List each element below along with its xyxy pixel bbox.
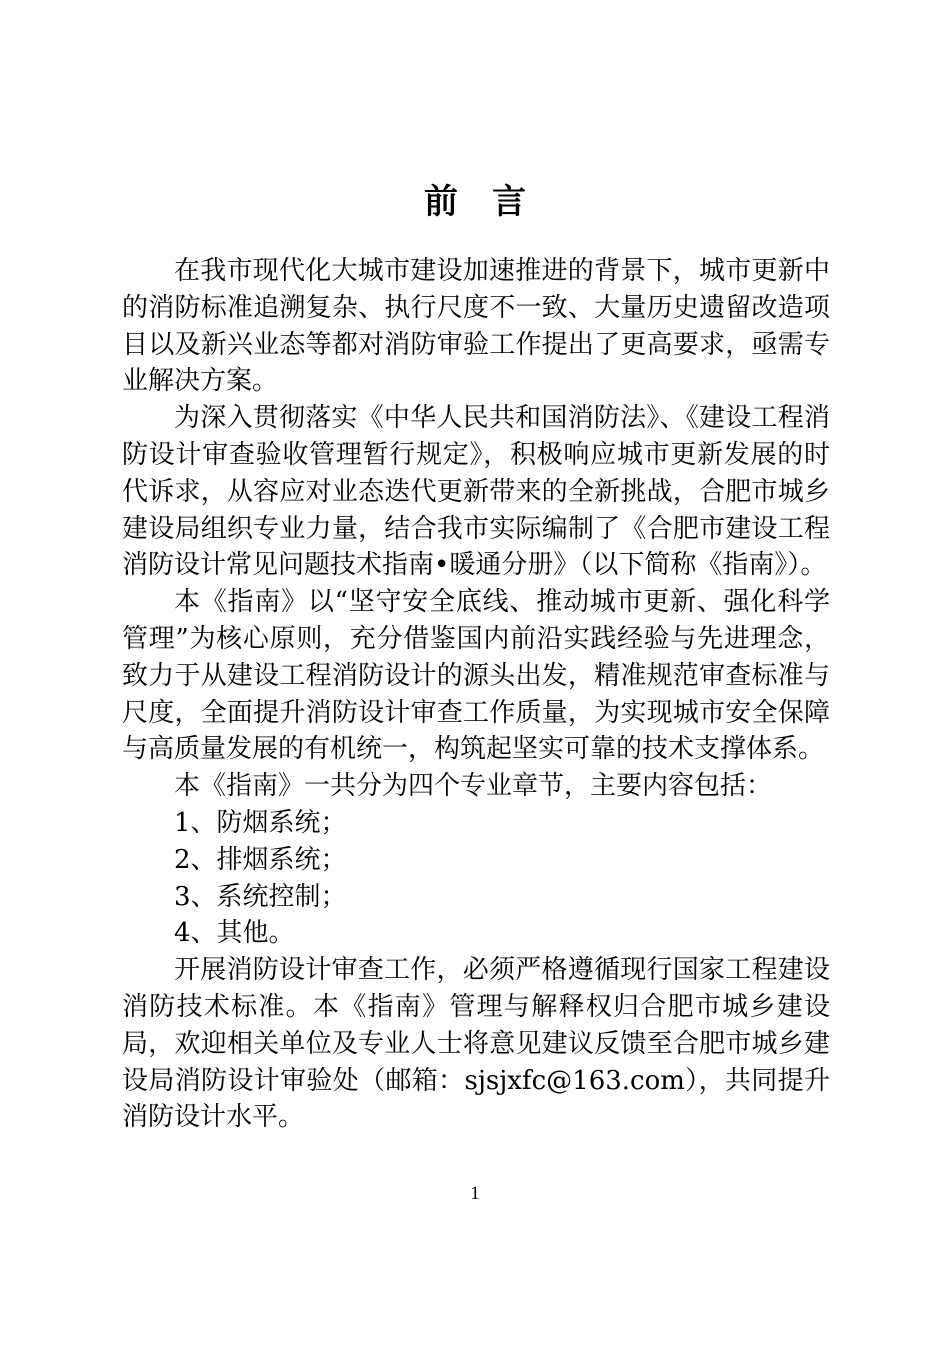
page-number: 1: [470, 1183, 480, 1204]
chapter-item-other: 4、其他。: [174, 918, 295, 949]
chapter-list: [122, 805, 830, 952]
paragraph-principles: 本《指南》以“坚守安全底线、推动城市更新、强化科学管理”为核心原则，充分借鉴国内前沿实践经验与先进理念，致力于从建设工程消防设计的源头出发，精准规范审查标准与尺度，全面提升消防设计审查工作质量，为实现城市安全保障与高质量发展的有机统一，构筑起坚实可靠的技术支撑体系。: [122, 587, 830, 765]
paragraph-background: 在我市现代化大城市建设加速推进的背景下，城市更新中的消防标准追溯复杂、执行尺度不一致、大量历史遗留改造项目以及新兴业态等都对消防审验工作提出了更高要求，亟需专业解决方案。: [122, 256, 830, 397]
chapter-item-smoke-control: 1、防烟系统；: [174, 807, 347, 838]
page-title: 前言: [424, 182, 560, 222]
paragraph-contents-intro: 本《指南》一共分为四个专业章节，主要内容包括：: [174, 771, 773, 802]
paragraph-closing: 开展消防设计审查工作，必须严格遵循现行国家工程建设消防技术标准。本《指南》管理与解释权归合肥市城乡建设局，欢迎相关单位及专业人士将意见建议反馈至合肥市城乡建设局消防设计审验处（邮箱：sjsjxfc@163.com），共同提升消防设计水平。: [122, 955, 830, 1133]
chapter-item-system-control: 3、系统控制；: [174, 881, 347, 912]
paragraph-purpose: 为深入贯彻落实《中华人民共和国消防法》、《建设工程消防设计审查验收管理暂行规定》，积极响应城市更新发展的时代诉求，从容应对业态迭代更新带来的全新挑战，合肥市城乡建设局组织专业力量，结合我市实际编制了《合肥市建设工程消防设计常见问题技术指南•暖通分册》（以下简称《指南》）。: [122, 403, 830, 581]
chapter-item-smoke-exhaust: 2、排烟系统；: [174, 844, 347, 875]
document-body: [122, 253, 830, 1136]
